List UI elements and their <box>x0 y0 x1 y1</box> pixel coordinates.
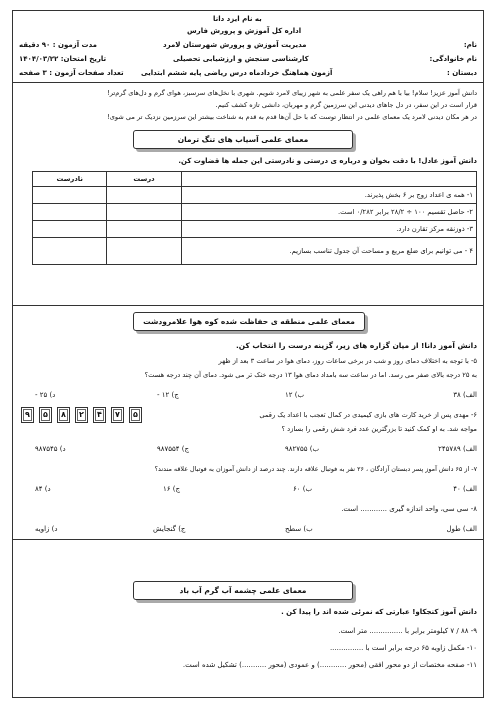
q5-line-2: به ۲۵ درجه بالای صفر می رسد. اما در ساعت سه بامداد دمای هوا ۱۳ درجه خنک تر می شود. دمای آن چند درجه هست؟ <box>144 371 477 379</box>
q7-option-b[interactable]: ب) ۶۰ <box>293 485 313 493</box>
evaluation-unit: کارشناسی سنجش و ارزشیابی تحصیلی <box>173 55 309 63</box>
digit-card-1: ۹ <box>21 407 34 423</box>
page-count: تعداد صفحات آزمون : ۳ صفحه <box>19 69 124 77</box>
q7-option-a[interactable]: الف) ۴۰ <box>453 485 477 493</box>
digit-card-5: ۴ <box>93 407 106 423</box>
statement-4: ۴ - می توانیم برای ضلع مربع و مساحت آن جدول تناسب بسازیم. <box>181 238 476 265</box>
section1-divider <box>13 305 483 306</box>
q11-line: ۱۱- صفحه مختصات از دو محور افقی (محور ............) و عمودی (محور ...........) تشکیل شده است. <box>182 661 477 669</box>
section3-title: معمای علمی چشمه آب گرم آب باد <box>133 581 353 600</box>
q9-line: ۹- ۸۸ / ۷ کیلومتر برابر با ............... متر است. <box>338 627 477 635</box>
section2-title: معمای علمی منطقه ی حفاظت شده کوه هوا علامرودشت <box>133 312 365 331</box>
statement-2: ۲- حاصل تقسیم ۱۰۰ ÷ ۲۸/۲ برابر ۰/۲۸۲ است. <box>181 204 476 221</box>
section2-divider <box>13 539 483 540</box>
true-column-header: درست <box>107 172 181 187</box>
exam-title: آزمون هماهنگ خردادماه درس ریاضی پایه ششم ابتدایی <box>141 69 333 77</box>
statement-3: ۳- ذوزنقه مرکز تقارن دارد. <box>181 221 476 238</box>
q6-option-b[interactable]: ب) ۹۸۲۷۵۵ <box>285 445 320 453</box>
q8-line: ۸- سی سی، واحد اندازه گیری ............ است. <box>341 505 477 513</box>
q7-option-c[interactable]: ج) ۱۶ <box>163 485 181 493</box>
intro-line-1: دانش آموز عزیز! سلام! بیا با هم راهی یک سفر علمی به شهر زیبای لامرد شویم. شهری با نخل‌های سرسبز، هوای گرم و دل‌های گرم‌تر! <box>107 89 477 97</box>
section1-title: معمای علمی آسیاب های تنگ ترمان <box>133 130 353 149</box>
true-cell-2[interactable] <box>107 204 181 221</box>
table-row <box>33 238 477 265</box>
q8-option-c[interactable]: ج) گنجایش <box>153 525 186 533</box>
digit-card-7: ۵ <box>129 407 142 423</box>
exam-date: تاریخ امتحان: ۱۴۰۴/۰۳/۲۲ <box>19 55 107 63</box>
q5-option-c[interactable]: ج) ۱۲ - <box>157 391 179 399</box>
table-row <box>33 204 477 221</box>
name-label: نام: <box>463 41 477 49</box>
exam-page <box>12 10 484 698</box>
statement-header <box>181 172 476 187</box>
false-cell-4[interactable] <box>33 238 107 265</box>
q8-option-b[interactable]: ب) سطح <box>285 525 313 533</box>
q6-line-1: ۶- مهدی پس از خرید کارت های بازی کیمیدی در کمال تعجب با اعداد یک رقمی <box>259 411 477 419</box>
q5-option-a[interactable]: الف) ۳۸ <box>453 391 477 399</box>
q8-option-d[interactable]: د) زاویه <box>35 525 58 533</box>
section3-instruction: دانش آموز کنجکاو! عبارتی که نمرئی شده اند را پیدا کن . <box>281 608 477 616</box>
false-column-header: نادرست <box>33 172 107 187</box>
q6-line-2: مواجه شد. به او کمک کنید تا بزرگترین عدد فرد شش رقمی را بسازد ؟ <box>281 425 477 433</box>
q5-option-b[interactable]: ب) ۱۲ <box>285 391 305 399</box>
digit-card-3: ۸ <box>57 407 70 423</box>
intro-line-3: در هر مکان دیدنی لامرد یک معمای علمی در انتظار توست که با حل آن‌ها قدم به قدم به شناخت بیشتر این سرزمین نزدیک تر می شوی! <box>107 113 477 121</box>
q5-option-d[interactable]: د) ۲۵ - <box>35 391 56 399</box>
true-cell-4[interactable] <box>107 238 181 265</box>
true-false-table <box>32 171 477 265</box>
false-cell-2[interactable] <box>33 204 107 221</box>
section1-instruction: دانش آموز عادل! با دقت بخوان و درباره ی درستی و نادرستی این جمله ها قضاوت کن. <box>178 157 477 165</box>
q7-option-d[interactable]: د) ۸۴ <box>35 485 51 493</box>
header-divider <box>13 82 483 83</box>
true-cell-3[interactable] <box>107 221 181 238</box>
q7-line: ۷- از ۶۵ دانش آموز پسر دبستان آزادگان ، ۲۶ نفر به فوتبال علاقه دارند. چند درصد از دانش آموزان به فوتبال علاقه مندند؟ <box>154 465 477 473</box>
q10-line: ۱۰- مکمل زاویه ۶۵ درجه برابر است با ............... <box>329 644 477 652</box>
false-cell-3[interactable] <box>33 221 107 238</box>
q6-option-d[interactable]: د) ۹۸۷۵۴۵ <box>35 445 66 453</box>
section2-instruction: دانش آموز دانا! از میان گزاره های زیر، گزینه درست را انتخاب کن. <box>236 341 477 350</box>
digit-card-4: ۲ <box>75 407 88 423</box>
bismillah: به نام ایزد دانا <box>213 15 262 23</box>
family-label: نام خانوادگی: <box>429 55 477 63</box>
digit-card-2: ۵ <box>39 407 52 423</box>
q5-line-1: ۵- با توجه به اختلاف دمای روز و شب در برخی ساعات روز، دمای هوا در ساعت ۳ بعد از ظهر <box>218 357 477 365</box>
true-cell-1[interactable] <box>107 187 181 204</box>
exam-duration: مدت آزمون : ۹۰ دقیقه <box>19 41 97 49</box>
q6-option-a[interactable]: الف) ۲۴۵۷۸۹ <box>438 445 477 453</box>
directorate: مدیریت آموزش و پرورش شهرستان لامرد <box>163 41 307 49</box>
statement-1: ۱- همه ی اعداد زوج بر ۶ بخش پذیرند. <box>181 187 476 204</box>
false-cell-1[interactable] <box>33 187 107 204</box>
q8-option-a[interactable]: الف) طول <box>446 525 477 533</box>
school-label: دبستان : <box>446 69 477 77</box>
q6-option-c[interactable]: ج) ۹۸۷۵۵۴ <box>157 445 190 453</box>
digit-card-6: ۷ <box>111 407 124 423</box>
table-row <box>33 221 477 238</box>
intro-line-2: قرار است در این سفر، در دل جاهای دیدنی این سرزمین گرم و مهربان، دانشی تازه کشف کنیم. <box>215 101 477 109</box>
table-row <box>33 187 477 204</box>
office-title: اداره کل آموزش و پرورش فارس <box>187 27 302 35</box>
